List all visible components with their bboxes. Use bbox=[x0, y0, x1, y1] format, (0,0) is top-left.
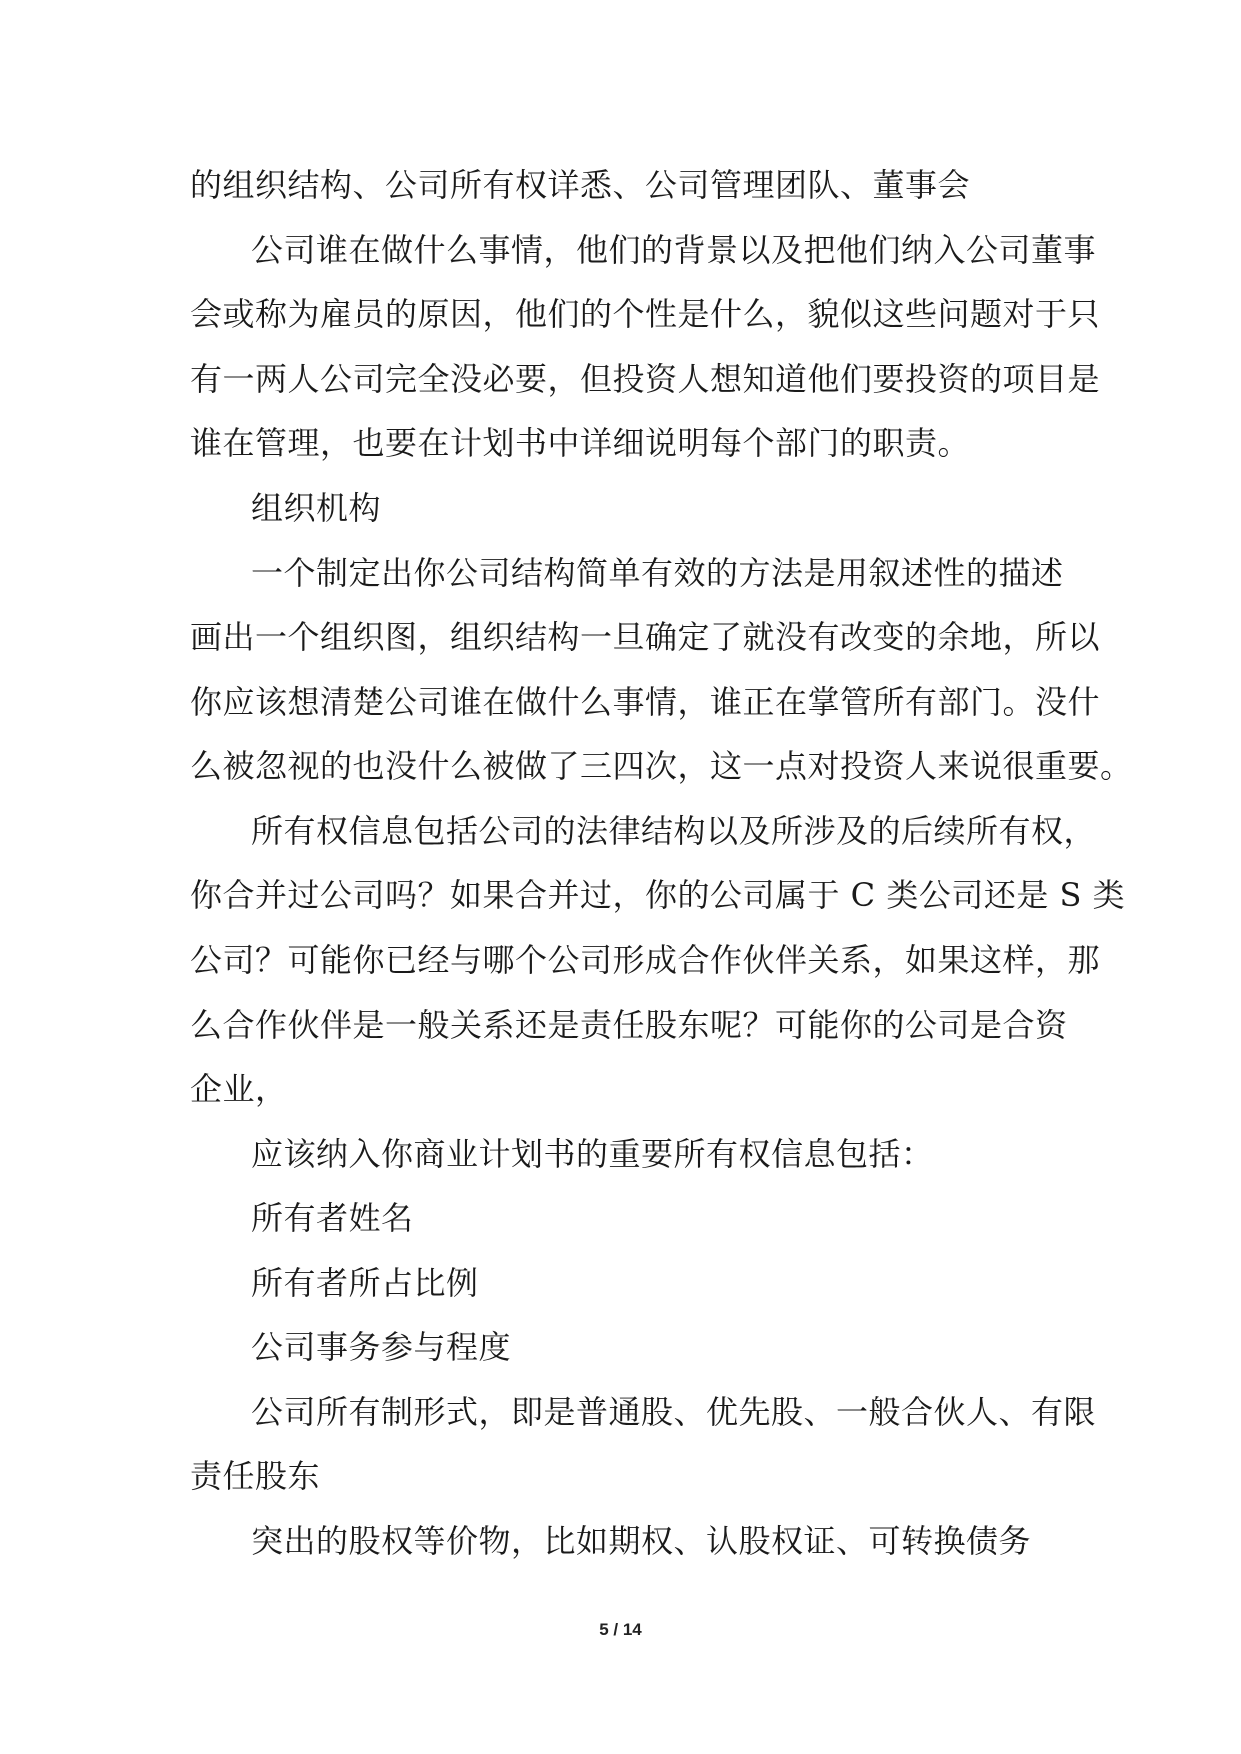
text-line-5: 谁在管理，也要在计划书中详细说明每个部门的职责。 bbox=[190, 424, 971, 462]
list-item-owner-share: 所有者所占比例 bbox=[251, 1264, 479, 1302]
list-item-equity-equivalents: 突出的股权等价物，比如期权、认股权证、可转换债务 bbox=[251, 1522, 1032, 1560]
list-item-ownership-form: 公司所有制形式，即是普通股、优先股、一般合伙人、有限 bbox=[251, 1393, 1097, 1431]
text-line-16: 应该纳入你商业计划书的重要所有权信息包括： bbox=[251, 1135, 934, 1173]
list-item-participation: 公司事务参与程度 bbox=[251, 1328, 512, 1366]
page-number: 5 / 14 bbox=[599, 1620, 642, 1639]
text-line-1: 的组织结构、公司所有权详悉、公司管理团队、董事会 bbox=[190, 166, 971, 204]
text-line-10: 么被忽视的也没什么被做了三四次，这一点对投资人来说很重要。 bbox=[190, 747, 1133, 785]
list-item-ownership-form-cont: 责任股东 bbox=[190, 1457, 321, 1495]
text-line-12: 你合并过公司吗？如果合并过，你的公司属于 C 类公司还是 S 类 bbox=[190, 876, 1126, 914]
text-line-8: 画出一个组织图，组织结构一旦确定了就没有改变的余地，所以 bbox=[190, 618, 1101, 656]
text-line-13: 公司？可能你已经与哪个公司形成合作伙伴关系，如果这样，那 bbox=[190, 941, 1101, 979]
text-line-4: 有一两人公司完全没必要，但投资人想知道他们要投资的项目是 bbox=[190, 360, 1101, 398]
text-line-11: 所有权信息包括公司的法律结构以及所涉及的后续所有权， bbox=[251, 812, 1097, 850]
text-line-9: 你应该想清楚公司谁在做什么事情，谁正在掌管所有部门。没什 bbox=[190, 683, 1101, 721]
list-item-owner-name: 所有者姓名 bbox=[251, 1199, 414, 1237]
text-line-15: 企业， bbox=[190, 1070, 288, 1108]
section-heading: 组织机构 bbox=[251, 489, 382, 527]
text-line-7: 一个制定出你公司结构简单有效的方法是用叙述性的描述 bbox=[251, 554, 1064, 592]
text-line-14: 么合作伙伴是一般关系还是责任股东呢？可能你的公司是合资 bbox=[190, 1006, 1068, 1044]
text-line-2: 公司谁在做什么事情，他们的背景以及把他们纳入公司董事 bbox=[251, 231, 1097, 269]
text-line-3: 会或称为雇员的原因，他们的个性是什么，貌似这些问题对于只 bbox=[190, 295, 1101, 333]
